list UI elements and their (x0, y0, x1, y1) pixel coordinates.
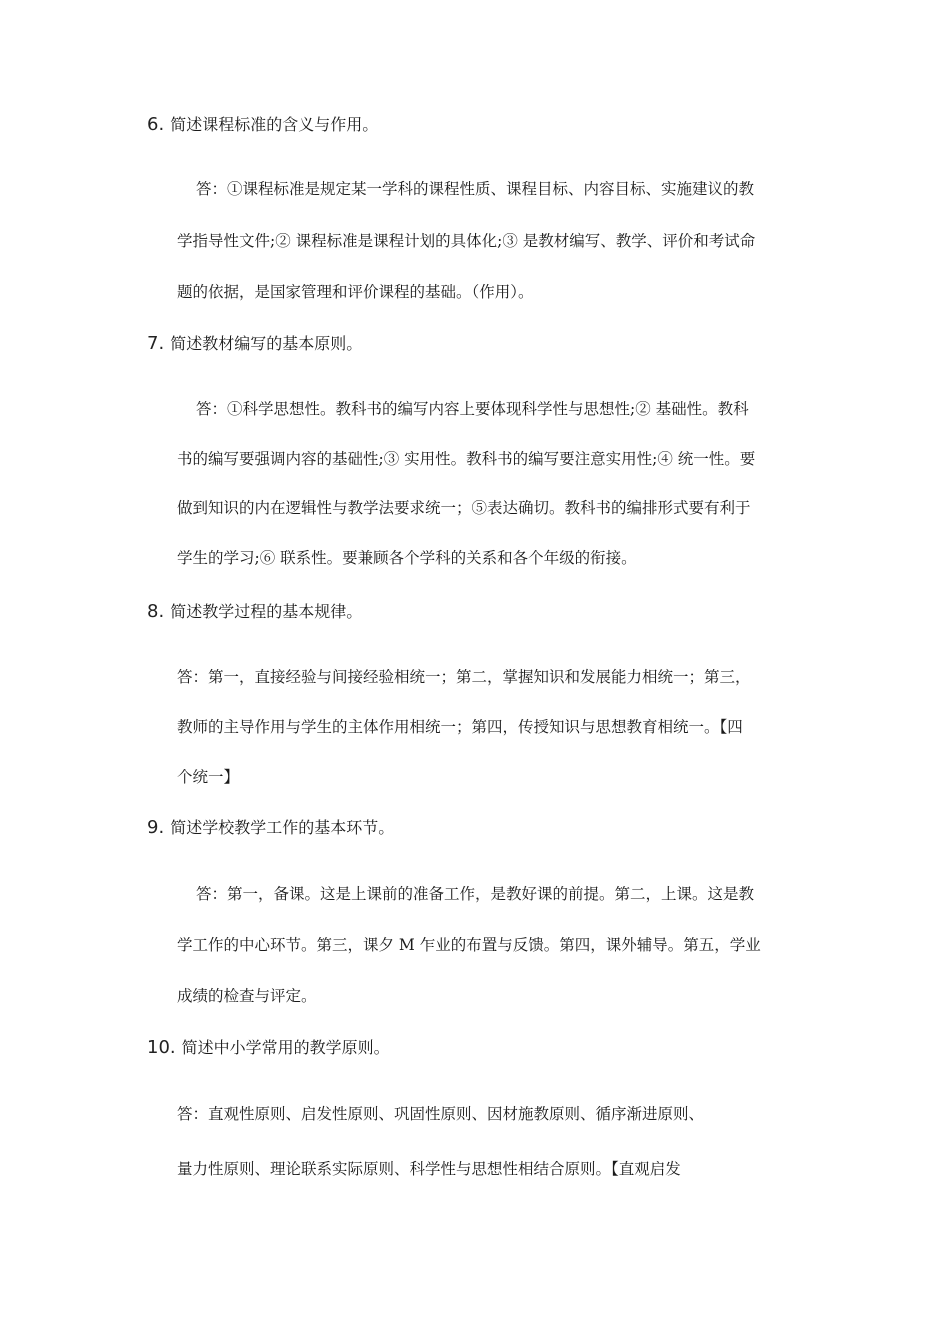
question-number: 8. (147, 601, 165, 622)
question-title: 简述学校教学工作的基本环节。 (170, 818, 395, 837)
question-7-heading (147, 333, 362, 355)
question-title: 简述教材编写的基本原则。 (170, 334, 363, 353)
answer-line: 答：第一，备课。这是上课前的准备工作，是教好课的前提。第二，上课。这是教 (196, 885, 755, 903)
question-9-heading (147, 817, 394, 839)
answer-line: 学生的学习;⑥ 联系性。要兼顾各个学科的关系和各个年级的衔接。 (177, 549, 637, 567)
answer-line: 答：①科学思想性。教科书的编写内容上要体现科学性与思想性;② 基础性。教科 (196, 400, 749, 418)
answer-line: 学指导性文件;② 课程标准是课程计划的具体化;③ 是教材编写、教学、评价和考试命 (177, 232, 756, 250)
answer-line: 题的依据，是国家管理和评价课程的基础。（作用）。 (177, 283, 534, 301)
answer-line: 个统一】 (177, 768, 240, 786)
question-title: 简述课程标准的含义与作用。 (170, 115, 379, 134)
answer-line: 答：第一，直接经验与间接经验相统一；第二，掌握知识和发展能力相统一；第三， (177, 668, 751, 686)
question-number: 7. (147, 333, 165, 354)
answer-line: 答：直观性原则、启发性原则、巩固性原则、因材施教原则、循序渐进原则、 (177, 1105, 705, 1123)
answer-line: 成绩的检查与评定。 (177, 987, 317, 1005)
question-number: 9. (147, 817, 165, 838)
answer-line: 量力性原则、理论联系实际原则、科学性与思想性相结合原则。【直观启发 (177, 1160, 681, 1178)
question-6-heading (147, 114, 378, 136)
question-number: 10. (147, 1037, 176, 1058)
answer-line: 教师的主导作用与学生的主体作用相统一；第四，传授知识与思想教育相统一。【四 (177, 718, 743, 736)
answer-line: 答：①课程标准是规定某一学科的课程性质、课程目标、内容目标、实施建议的教 (196, 180, 755, 198)
question-title: 简述中小学常用的教学原则。 (181, 1038, 390, 1057)
question-10-heading (147, 1037, 390, 1059)
question-number: 6. (147, 114, 165, 135)
question-title: 简述教学过程的基本规律。 (170, 602, 363, 621)
answer-line: 做到知识的内在逻辑性与教学法要求统一；⑤表达确切。教科书的编排形式要有利于 (177, 499, 751, 517)
answer-line: 书的编写要强调内容的基础性;③ 实用性。教科书的编写要注意实用性;④ 统一性。要 (177, 450, 756, 468)
question-8-heading (147, 601, 362, 623)
answer-line: 学工作的中心环节。第三，课夕 M 乍业的布置与反馈。第四，课外辅导。第五，学业 (177, 936, 761, 954)
